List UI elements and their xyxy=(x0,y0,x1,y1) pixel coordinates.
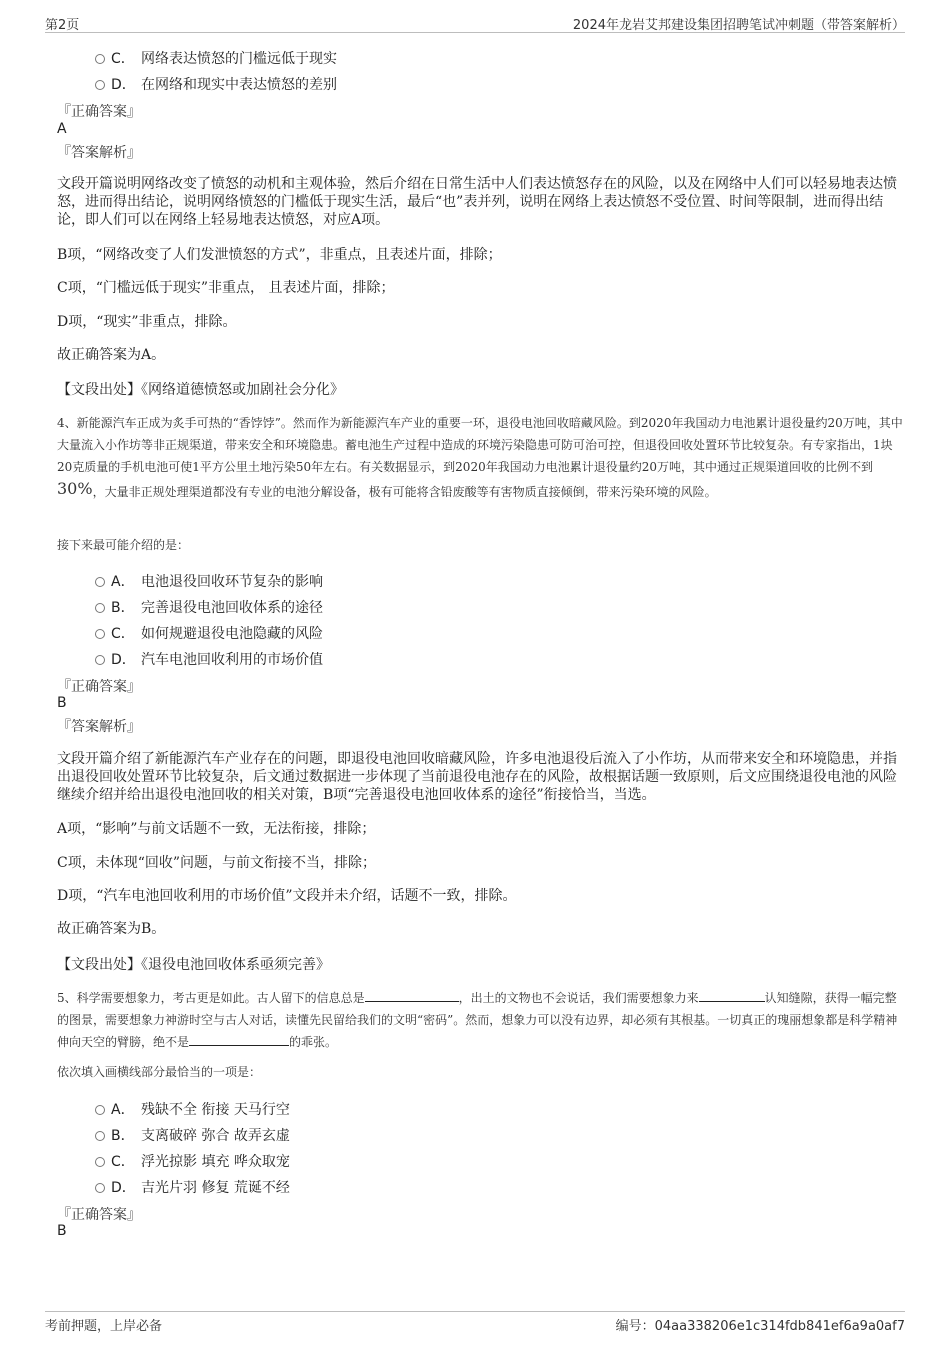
q4-option-c[interactable]: C． 如何规避退役电池隐藏的风险 xyxy=(95,623,323,645)
radio-icon[interactable] xyxy=(95,629,105,639)
fill-blank-3[interactable] xyxy=(189,1033,289,1046)
radio-icon[interactable] xyxy=(95,1131,105,1141)
q3-analysis-b: B项，“网络改变了人们发泄愤怒的方式”，非重点，且表述片面，排除； xyxy=(57,247,502,263)
q4-option-a[interactable]: A． 电池退役回收环节复杂的影响 xyxy=(95,571,323,593)
radio-icon[interactable] xyxy=(95,1105,105,1115)
q4-analysis-d: D项，“汽车电池回收利用的市场价值”文段并未介绍，话题不一致，排除。 xyxy=(57,888,517,904)
fill-blank-1[interactable] xyxy=(365,989,459,1002)
radio-icon[interactable] xyxy=(95,1157,105,1167)
radio-icon[interactable] xyxy=(95,655,105,665)
q3-analysis-c: C项，“门槛远低于现实”非重点， 且表述片面，排除； xyxy=(57,280,395,296)
q5-option-d[interactable]: D． 吉光片羽 修复 荒诞不经 xyxy=(95,1177,290,1199)
radio-icon[interactable] xyxy=(95,577,105,587)
q4-answer: B xyxy=(57,695,67,711)
fill-blank-2[interactable] xyxy=(699,989,765,1002)
q3-option-c[interactable]: C． 网络表达愤怒的门槛远低于现实 xyxy=(95,48,337,70)
correct-answer-label: 『正确答案』 xyxy=(57,1207,141,1223)
q3-source: 【文段出处】《网络道德愤怒或加剧社会分化》 xyxy=(57,382,344,398)
q4-stem: 4、新能源汽车正成为炙手可热的“香饽饽”。然而作为新能源汽车产业的重要一环，退役电池回收暗藏风险。到2020年我国动力电池累计退役量约20万吨，其中大量流入小作坊等非正规渠道，带来安全和环境隐患。蓄电池生产过程中造成的环境污染隐患可防可治可控，但退役回收处置环节比较复杂。有专家指出，1块20克质量的手机电池可使1平方公里土地污染50年左右。有关数据显示，到2020年我国动力电池累计退役量约20万吨，其中通过正规渠道回收的比例不到30%，大量非正规处理渠道都没有专业的电池分解设备，极有可能将含铅废酸等有害物质直接倾倒，带来污染环境的风险。 xyxy=(57,416,903,499)
q3-conclusion: 故正确答案为A。 xyxy=(57,347,166,363)
q3-answer: A xyxy=(57,121,67,137)
footer-slogan: 考前押题，上岸必备 xyxy=(45,1319,163,1334)
q3-analysis-main: 文段开篇说明网络改变了愤怒的动机和主观体验，然后介绍在日常生活中人们表达愤怒存在的风险，以及在网络中人们可以轻易地表达愤怒，进而得出结论，说明网络愤怒的门槛低于现实生活，最后“也”表并列，说明在网络上表达愤怒不受位置、时间等限制，进而得出结论，即人们可以在网络上轻易地表达愤怒，对应A项。 xyxy=(57,176,897,228)
q4-analysis-c: C项，未体现“回收”问题，与前文衔接不当，排除； xyxy=(57,855,377,871)
q3-option-d[interactable]: D． 在网络和现实中表达愤怒的差别 xyxy=(95,74,337,96)
percent-value: 30% xyxy=(57,479,93,498)
q5-answer: B xyxy=(57,1223,67,1239)
document-title: 2024年龙岩艾邦建设集团招聘笔试冲刺题（带答案解析） xyxy=(572,18,905,33)
page-header xyxy=(45,12,905,33)
correct-answer-label: 『正确答案』 xyxy=(57,679,141,695)
q5-stem: 5、科学需要想象力，考古更是如此。古人留下的信息总是 ，出土的文物也不会说话，我们需要想象力来 认知缝隙，获得一幅完整的图景，需要想象力神游时空与古人对话，读懂先民留给我们的文明“密码”。然而，想象力可以没有边界，却必须有其根基。一切真正的瑰丽想象都是科学精神伸向天空的臂膀，绝不是 的乖张。 xyxy=(57,991,898,1049)
correct-answer-label: 『正确答案』 xyxy=(57,104,141,120)
radio-icon[interactable] xyxy=(95,80,105,90)
page-footer xyxy=(45,1311,905,1336)
q5-option-a[interactable]: A． 残缺不全 衔接 天马行空 xyxy=(95,1099,290,1121)
radio-icon[interactable] xyxy=(95,603,105,613)
q4-prompt: 接下来最可能介绍的是： xyxy=(57,538,190,552)
q4-conclusion: 故正确答案为B。 xyxy=(57,921,166,937)
q3-analysis-d: D项，“现实”非重点，排除。 xyxy=(57,314,237,330)
radio-icon[interactable] xyxy=(95,1183,105,1193)
q4-option-d[interactable]: D． 汽车电池回收利用的市场价值 xyxy=(95,649,323,671)
q5-option-b[interactable]: B． 支离破碎 弥合 故弄玄虚 xyxy=(95,1125,290,1147)
radio-icon[interactable] xyxy=(95,54,105,64)
q5-prompt: 依次填入画横线部分最恰当的一项是： xyxy=(57,1065,262,1079)
page-number: 第2页 xyxy=(45,18,80,33)
q4-analysis-main: 文段开篇介绍了新能源汽车产业存在的问题，即退役电池回收暗藏风险，许多电池退役后流入了小作坊，从而带来安全和环境隐患，并指出退役回收处置环节比较复杂，后文通过数据进一步体现了当前退役电池存在的风险，故根据话题一致原则，后文应围绕退役电池的风险继续介绍并给出退役电池回收的相关对策，B项“完善退役电池回收体系的途径”衔接恰当，当选。 xyxy=(57,751,897,803)
q4-analysis-a: A项，“影响”与前文话题不一致，无法衔接，排除； xyxy=(57,821,376,837)
analysis-label: 『答案解析』 xyxy=(57,719,141,735)
analysis-label: 『答案解析』 xyxy=(57,145,141,161)
q5-option-c[interactable]: C． 浮光掠影 填充 哗众取宠 xyxy=(95,1151,290,1173)
document-code: 编号：04aa338206e1c314fdb841ef6a9a0af7 xyxy=(615,1319,905,1334)
q4-source: 【文段出处】《退役电池回收体系亟须完善》 xyxy=(57,957,330,973)
q4-option-b[interactable]: B． 完善退役电池回收体系的途径 xyxy=(95,597,323,619)
